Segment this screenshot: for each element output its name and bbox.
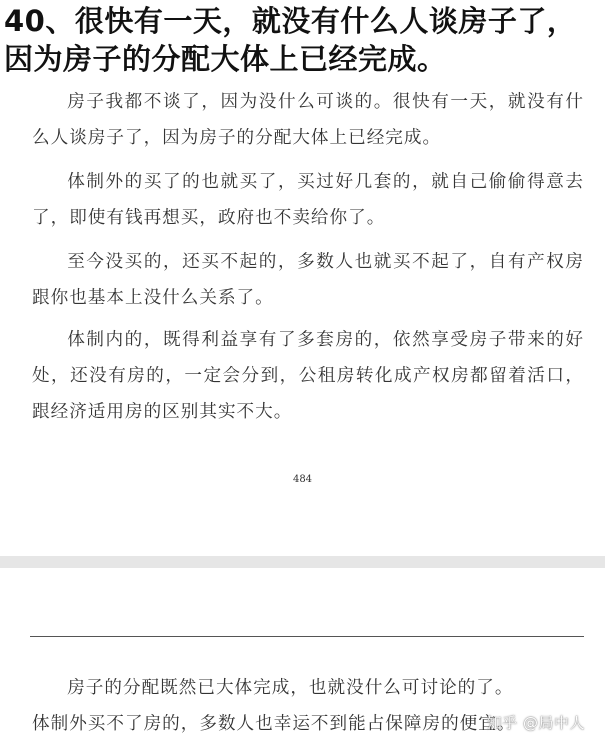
- page-separator: [0, 556, 605, 568]
- paragraph-4: 体制内的，既得利益享有了多套房的，依然享受房子带来的好处，还没有房的，一定会分到，公租房转化成产权房都留着活口，跟经济适用房的区别其实不大。: [32, 330, 584, 422]
- paragraph-6: 体制外买不了房的，多数人也幸运不到能占保障房的便宜。: [32, 714, 516, 734]
- header-rule: [30, 636, 584, 637]
- section-heading: 40、很快有一天，就没有什么人谈房子了，因为房子的分配大体上已经完成。: [4, 4, 577, 76]
- zhihu-watermark: 知乎 @局中人: [486, 714, 585, 732]
- paragraph-3: 至今没买的，还买不起的，多数人也就买不起了，自有产权房跟你也基本上没什么关系了。: [32, 252, 584, 308]
- paragraph-2: 体制外的买了的也就买了，买过好几套的，就自己偷偷得意去了，即使有钱再想买，政府也不卖给你了。: [32, 172, 584, 228]
- page-number: 484: [292, 474, 313, 485]
- paragraph-1: 房子我都不谈了，因为没什么可谈的。很快有一天，就没有什么人谈房子了，因为房子的分配大体上已经完成。: [32, 92, 584, 148]
- paragraph-5: 房子的分配既然已大体完成，也就没什么可讨论的了。: [67, 678, 514, 698]
